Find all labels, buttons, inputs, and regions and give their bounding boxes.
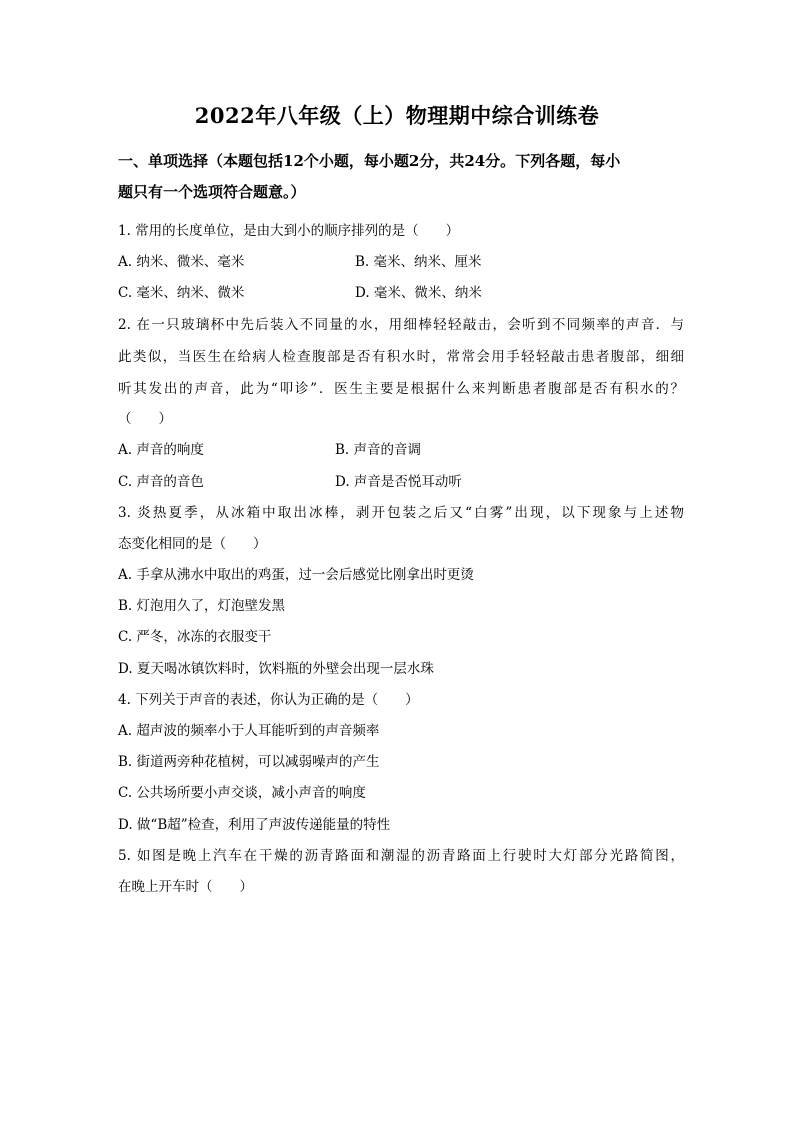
question-2-options-row-1 [118, 440, 688, 460]
section-heading-line-1: 一、单项选择（本题包括12个小题，每小题2分，共24分。下列各题，每小 [118, 152, 621, 170]
question-2-option-a: A. 声音的响度 [118, 442, 204, 458]
question-1-option-b: B. 毫米、纳米、厘米 [355, 254, 482, 270]
question-5-stem-line-2: 在晚上开车时（ ） [118, 879, 253, 895]
question-3-option-a: A. 手拿从沸水中取出的鸡蛋，过一会后感觉比刚拿出时更烫 [118, 567, 474, 583]
question-3-stem-line-1: 3. 炎热夏季，从冰箱中取出冰棒，剥开包装之后又“白雾”出现，以下现象与上述物 [118, 505, 684, 521]
section-heading-line-2: 题只有一个选项符合题意。） [118, 183, 306, 201]
question-1-option-a: A. 纳米、微米、毫米 [118, 254, 245, 270]
question-4-option-c: C. 公共场所要小声交谈，减小声音的响度 [118, 785, 366, 801]
question-2-stem-line-2: 此类似，当医生在给病人检查腹部是否有积水时，常常会用手轻轻敲击患者腹部，细细 [118, 349, 684, 365]
exam-title: 2022年八年级（上）物理期中综合训练卷 [194, 103, 600, 128]
question-2-stem-line-4: （ ） [118, 411, 172, 427]
question-1-stem: 1. 常用的长度单位，是由大到小的顺序排列的是（ ） [118, 223, 460, 239]
question-1-options-row-2 [118, 283, 688, 303]
question-3-stem-line-2: 态变化相同的是（ ） [118, 536, 267, 552]
question-3-option-d: D. 夏天喝冰镇饮料时，饮料瓶的外壁会出现一层水珠 [118, 661, 434, 677]
question-2-option-b: B. 声音的音调 [335, 442, 422, 458]
question-3-option-c: C. 严冬，冰冻的衣服变干 [118, 629, 272, 645]
question-2-stem-line-3: 听其发出的声音，此为“叩诊”．医生主要是根据什么来判断患者腹部是否有积水的？ [118, 381, 684, 397]
question-2-options-row-2 [118, 472, 688, 492]
question-3-option-b: B. 灯泡用久了，灯泡壁发黑 [118, 598, 286, 614]
question-4-option-d: D. 做“B超”检查，利用了声波传递能量的特性 [118, 817, 391, 833]
question-4-option-a: A. 超声波的频率小于人耳能听到的声音频率 [118, 723, 380, 739]
question-4-stem: 4. 下列关于声音的表述，你认为正确的是（ ） [118, 692, 419, 708]
question-1-option-d: D. 毫米、微米、纳米 [355, 285, 482, 301]
question-2-option-d: D. 声音是否悦耳动听 [335, 474, 462, 490]
question-1-options-row-1 [118, 252, 688, 272]
question-2-option-c: C. 声音的音色 [118, 474, 204, 490]
question-5-stem-line-1: 5. 如图是晚上汽车在干燥的沥青路面和潮湿的沥青路面上行驶时大灯部分光路简图， [118, 848, 684, 864]
question-1-option-c: C. 毫米、纳米、微米 [118, 285, 245, 301]
question-4-option-b: B. 街道两旁种花植树，可以减弱噪声的产生 [118, 754, 380, 770]
question-2-stem-line-1: 2. 在一只玻璃杯中先后装入不同量的水，用细棒轻轻敲击，会听到不同频率的声音．与 [118, 317, 684, 333]
section-heading [118, 146, 688, 208]
